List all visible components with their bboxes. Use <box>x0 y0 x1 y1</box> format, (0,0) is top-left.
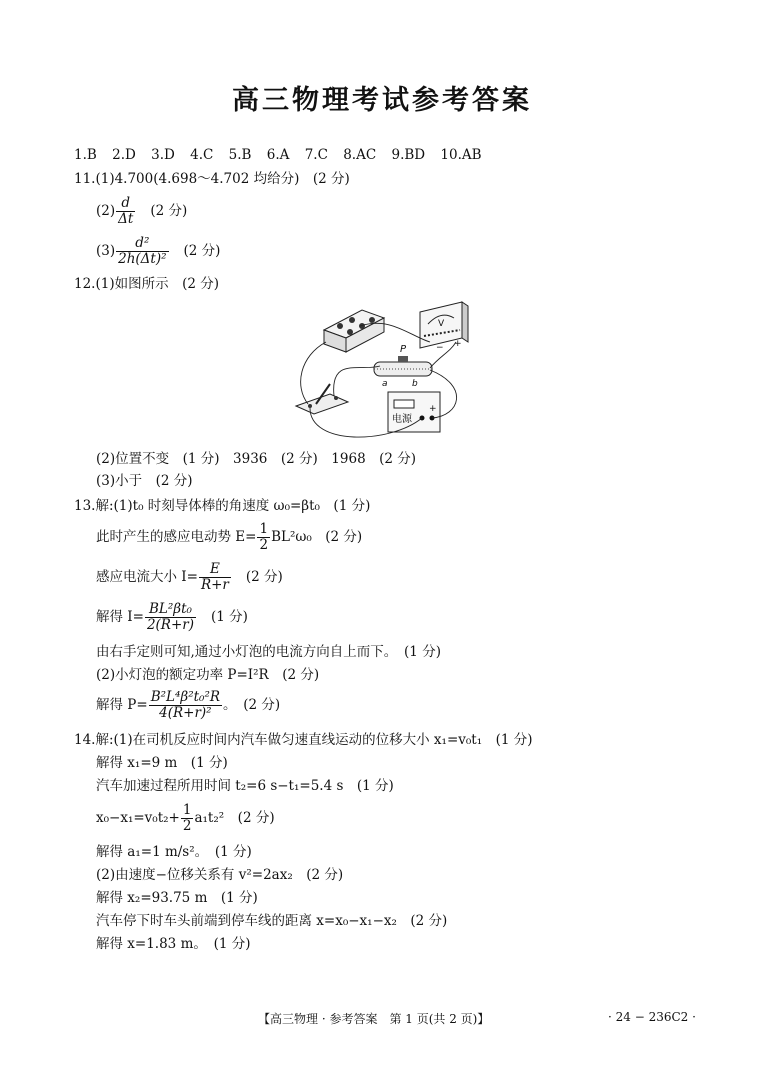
slider-label: P <box>400 344 407 355</box>
choice-answer: 6.A <box>266 147 290 163</box>
fraction-numerator: 1 <box>259 521 269 537</box>
choice-answer: 7.C <box>304 147 328 163</box>
fraction <box>181 803 194 834</box>
resistance-box-figure <box>324 310 384 352</box>
q13-line3 <box>96 562 283 593</box>
switch-figure <box>296 384 348 414</box>
formula-text: 解得 P= <box>96 697 148 713</box>
q14-line9: 解得 x=1.83 m。 (1 分) <box>96 936 251 952</box>
formula-text: x₀−x₁=v₀t₂+ <box>96 810 180 826</box>
choice-answer: 5.B <box>228 147 252 163</box>
choice-answer: 4.C <box>190 147 214 163</box>
q13-line1: 13.解:(1)t₀ 时刻导体棒的角速度 ω₀=βt₀ (1 分) <box>74 498 371 514</box>
q11-part2-label: (2) <box>96 203 116 219</box>
voltmeter-minus: − <box>436 343 444 353</box>
fraction <box>199 562 231 593</box>
fraction-denominator: 2h(Δt)² <box>118 251 167 267</box>
q13-line4 <box>96 602 248 633</box>
formula-tail: BL²ω₀ (2 分) <box>271 529 363 545</box>
fraction-denominator: R+r <box>200 577 229 593</box>
circuit-diagram <box>290 296 480 446</box>
formula-text: 感应电流大小 I= <box>96 569 198 585</box>
footer-code: · 24 − 236C2 · <box>608 1010 696 1024</box>
score: (2 分) <box>183 243 221 259</box>
q13-line6: (2)小灯泡的额定功率 P=I²R (2 分) <box>96 667 320 683</box>
q11-part2-fraction <box>116 196 135 227</box>
fraction-numerator: 1 <box>182 802 192 818</box>
choice-answer: 1.B <box>74 147 97 163</box>
q11-part3-fraction <box>116 236 168 267</box>
score: (2 分) <box>150 203 188 219</box>
choice-answer: 9.BD <box>391 147 426 163</box>
fraction-denominator: 4(R+r)² <box>149 705 222 721</box>
power-supply-label: 电源 <box>392 414 412 425</box>
power-supply-figure <box>388 392 440 432</box>
voltmeter-figure <box>420 302 468 353</box>
fraction <box>257 522 270 553</box>
q14-line5: 解得 a₁=1 m/s²。 (1 分) <box>96 844 252 860</box>
q14-line1: 14.解:(1)在司机反应时间内汽车做匀速直线运动的位移大小 x₁=v₀t₁ (1 分) <box>74 732 533 748</box>
terminal-a-label: a <box>382 379 388 389</box>
page-title: 高三物理考试参考答案 <box>232 85 532 116</box>
choice-answer: 2.D <box>112 147 136 163</box>
fraction-denominator: 2(R+r) <box>146 617 194 633</box>
fraction-numerator: BL²βt₀ <box>148 601 192 617</box>
score: (2 分) <box>245 569 283 585</box>
formula-text: 解得 I= <box>96 609 144 625</box>
q11-part3-label: (3) <box>96 243 116 259</box>
q11-part2 <box>96 196 187 227</box>
choice-answer: 3.D <box>151 147 175 163</box>
fraction <box>145 602 196 633</box>
score: (1 分) <box>211 609 248 625</box>
power-supply-plus: + <box>429 404 437 414</box>
fraction-numerator: E <box>209 561 220 577</box>
q13-line2 <box>96 522 362 553</box>
q11-part1: 11.(1)4.700(4.698～4.702 均给分) (2 分) <box>74 171 350 187</box>
q14-line7: 解得 x₂=93.75 m (1 分) <box>96 890 258 906</box>
fraction <box>149 690 222 721</box>
formula-tail: a₁t₂² (2 分) <box>194 810 275 826</box>
fraction-denominator: 2 <box>259 537 269 553</box>
q14-line6: (2)由速度−位移关系有 v²=2ax₂ (2 分) <box>96 867 344 883</box>
fraction-numerator: d <box>121 195 131 211</box>
choice-answers <box>74 146 493 164</box>
q13-line5: 由右手定则可知,通过小灯泡的电流方向自上而下。 (1 分) <box>96 644 441 660</box>
choice-answer: 10.AB <box>440 147 482 163</box>
q12-part3: (3)小于 (2 分) <box>96 473 193 489</box>
footer-page-info: 【高三物理 · 参考答案 第 1 页(共 2 页)】 <box>258 1012 490 1026</box>
q14-line8: 汽车停下时车头前端到停车线的距离 x=x₀−x₁−x₂ (2 分) <box>96 913 448 929</box>
q14-line3: 汽车加速过程所用时间 t₂=6 s−t₁=5.4 s (1 分) <box>96 778 394 794</box>
q14-line2: 解得 x₁=9 m (1 分) <box>96 755 228 771</box>
score: 。 (2 分) <box>223 697 281 713</box>
formula-text: 此时产生的感应电动势 E= <box>96 529 257 545</box>
q12-part2: (2)位置不变 (1 分) 3936 (2 分) 1968 (2 分) <box>96 451 417 467</box>
choice-answer: 8.AC <box>343 147 377 163</box>
voltmeter-plus: + <box>454 339 462 349</box>
fraction-numerator: B²L⁴β²t₀²R <box>150 689 221 705</box>
rheostat-figure <box>374 344 432 389</box>
terminal-b-label: b <box>412 379 418 389</box>
q14-line4 <box>96 803 275 834</box>
q11-part3 <box>96 236 220 267</box>
fraction-denominator: Δt <box>118 211 134 227</box>
fraction-numerator: d² <box>135 235 150 251</box>
q13-line7 <box>96 690 280 721</box>
q12-part1: 12.(1)如图所示 (2 分) <box>74 276 220 292</box>
fraction-denominator: 2 <box>182 818 192 834</box>
voltmeter-label: V <box>438 319 445 329</box>
